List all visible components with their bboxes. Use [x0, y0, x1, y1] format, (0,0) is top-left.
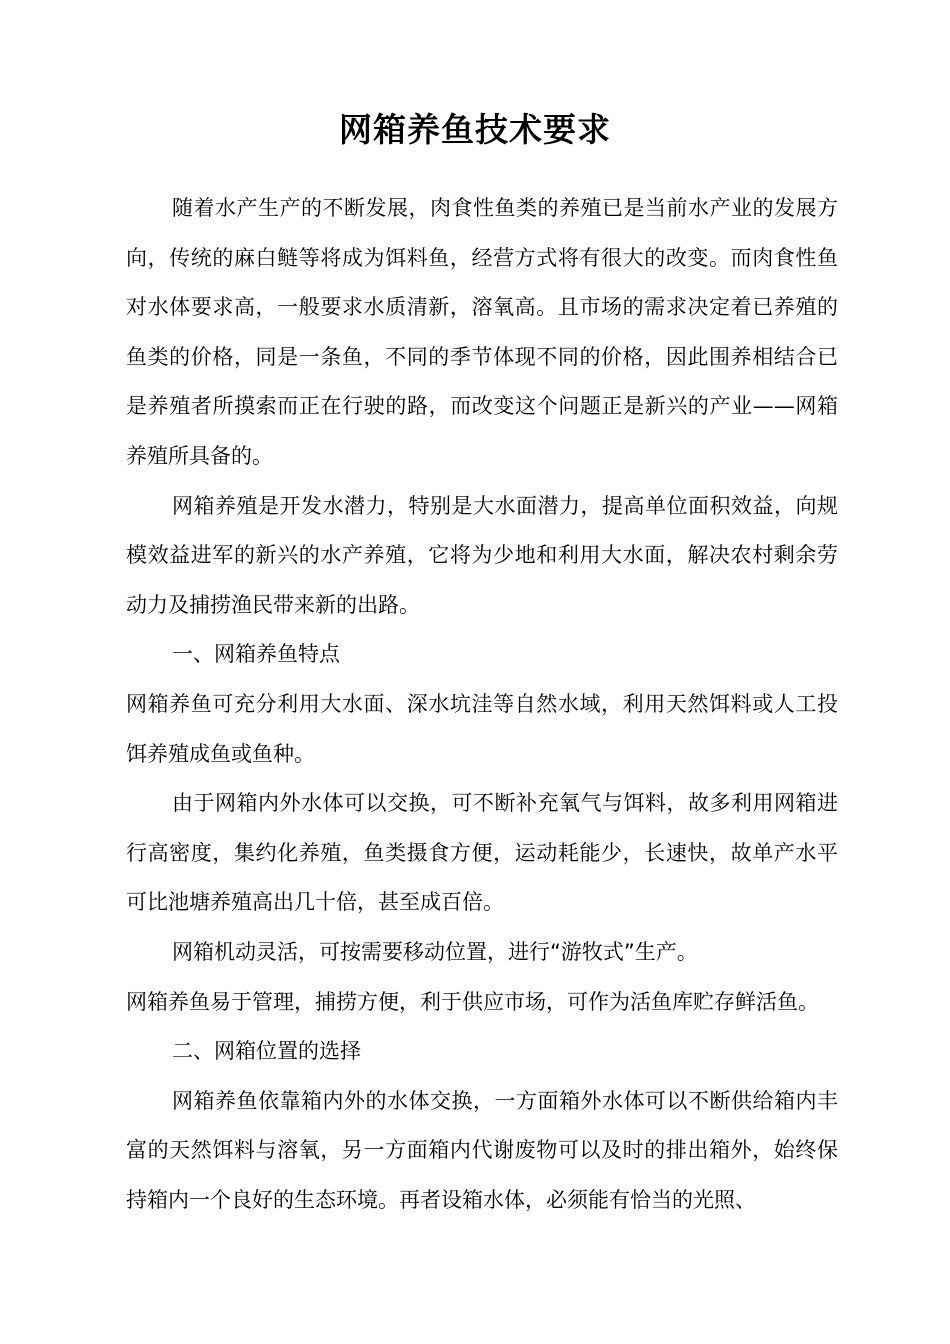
- paragraph-feature-high-density: 由于网箱内外水体可以交换，可不断补充氧气与饵料，故多利用网箱进行高密度，集约化养殖，鱼类摄食方便，运动耗能少，长速快，故单产水平可比池塘养殖高出几十倍，甚至成百倍。: [126, 791, 838, 915]
- paragraph-net-cage-potential: 网箱养殖是开发水潜力，特别是大水面潜力，提高单位面积效益，向规模效益进军的新兴的水产养殖，它将为少地和利用大水面，解决农村剩余劳动力及捕捞渔民带来新的出路。: [126, 493, 838, 617]
- section-heading-features: 一、网箱养鱼特点: [172, 642, 340, 667]
- paragraph-location-water-exchange: 网箱养鱼依靠箱内外的水体交换，一方面箱外水体可以不断供给箱内丰富的天然饵料与溶氧，另一方面箱内代谢废物可以及时的排出箱外，始终保持箱内一个良好的生态环境。再者设箱水体，必须能有恰当的光照、: [126, 1088, 838, 1212]
- document-body: [126, 184, 838, 1225]
- section-heading-location: 二、网箱位置的选择: [172, 1039, 361, 1064]
- paragraph-feature-mobility: 网箱机动灵活，可按需要移动位置，进行“游牧式”生产。: [172, 939, 698, 964]
- document-title: 网箱养鱼技术要求: [339, 110, 611, 149]
- paragraph-feature-management: 网箱养鱼易于管理，捕捞方便，利于供应市场，可作为活鱼库贮存鲜活鱼。: [126, 989, 819, 1014]
- paragraph-intro: 随着水产生产的不断发展，肉食性鱼类的养殖已是当前水产业的发展方向，传统的麻白鲢等将成为饵料鱼，经营方式将有很大的改变。而肉食性鱼对水体要求高，一般要求水质清新，溶氧高。且市场的需求决定着已养殖的鱼类的价格，同是一条鱼，不同的季节体现不同的价格，因此围养相结合已是养殖者所摸索而正在行驶的路，而改变这个问题正是新兴的产业——网箱养殖所具备的。: [126, 196, 838, 468]
- paragraph-feature-water-use: 网箱养鱼可充分利用大水面、深水坑洼等自然水域，利用天然饵料或人工投饵养殖成鱼或鱼种。: [126, 691, 838, 766]
